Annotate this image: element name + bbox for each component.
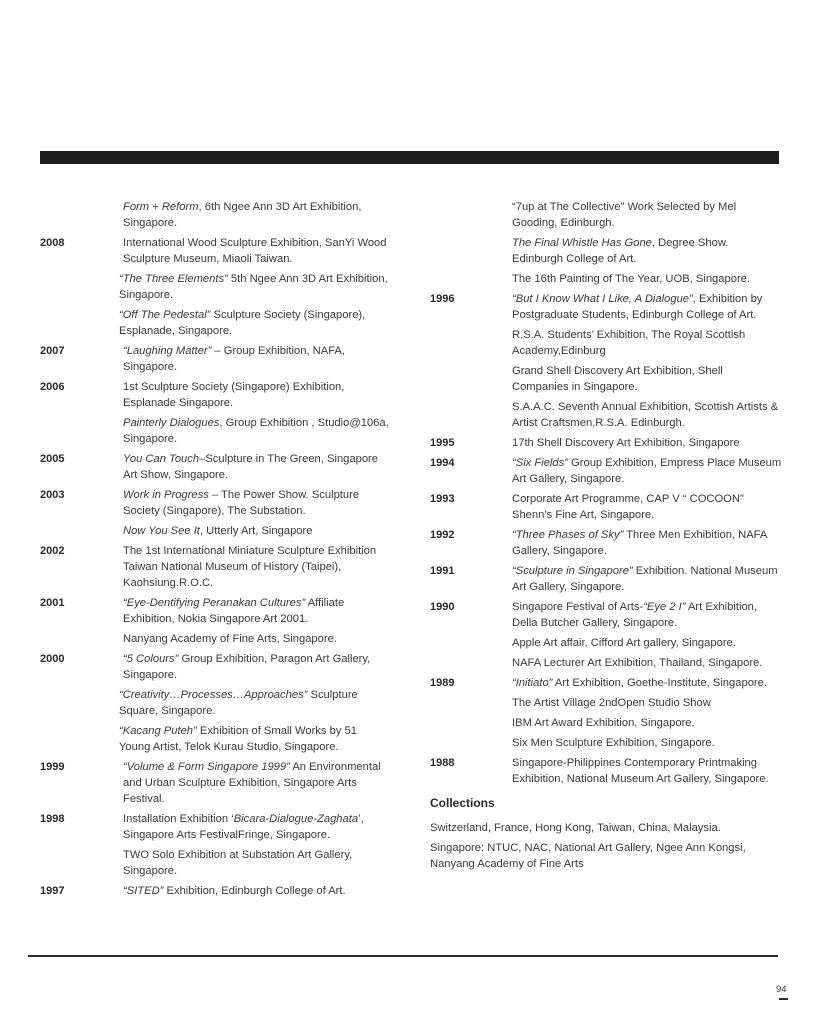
- exhibition-detail: Exhibition of Small Works by 51 Young Artist, Telok Kurau Studio, Singapore.: [119, 725, 357, 753]
- exhibition-title: Form + Reform: [123, 201, 199, 213]
- exhibition-detail: International Wood Sculpture Exhibition, SanYi Wood Sculpture Museum, Miaoli Taiwan.: [123, 237, 387, 265]
- exhibition-detail: 17th Shell Discovery Art Exhibition, Singapore: [512, 437, 740, 449]
- exhibition-entry: [40, 379, 390, 411]
- exhibition-entry: [430, 563, 782, 595]
- exhibition-description: [123, 811, 390, 843]
- exhibition-detail: 5th Ngee Ann 3D Art Exhibition, Singapore.: [119, 273, 388, 301]
- exhibition-title: “5 Colours”: [123, 653, 179, 665]
- exhibition-entry: [430, 491, 782, 523]
- exhibitions-left-column: [40, 199, 390, 903]
- exhibition-title: “Volume & Form Singapore 1999”: [123, 761, 290, 773]
- exhibition-title: Work in Progress: [123, 489, 209, 501]
- exhibition-detail: “7up at The Collective” Work Selected by Mel Gooding, Edinburgh.: [512, 201, 737, 229]
- exhibition-entry: [40, 651, 390, 683]
- exhibition-entry: [40, 523, 390, 539]
- exhibition-entry: [40, 847, 390, 879]
- exhibition-entry: [430, 675, 782, 691]
- exhibition-year: 1989: [430, 677, 455, 689]
- exhibition-detail: Group Exhibition, Paragon Art Gallery, Singapore.: [123, 653, 371, 681]
- exhibition-year: 2007: [40, 345, 65, 357]
- exhibition-year: 2001: [40, 597, 65, 609]
- exhibition-detail: , Exhibition by Postgraduate Students, Edinburgh College of Art.: [512, 293, 763, 321]
- header-rule: [40, 151, 779, 164]
- exhibition-title: “But I Know What I Like, A Dialogue”: [512, 293, 693, 305]
- exhibition-detail: Three Men Exhibition, NAFA Gallery, Singapore.: [512, 529, 767, 557]
- exhibition-description: [512, 491, 782, 523]
- exhibition-description: [512, 755, 782, 787]
- exhibition-description: [512, 675, 782, 691]
- exhibition-description: [123, 343, 390, 375]
- exhibition-year: 1998: [40, 813, 65, 825]
- exhibition-description: [119, 687, 390, 719]
- exhibition-year: 2002: [40, 545, 65, 557]
- exhibition-description: [123, 415, 390, 447]
- exhibition-description: [123, 487, 390, 519]
- page-number: 94: [776, 984, 787, 995]
- exhibition-detail: 1st Sculpture Society (Singapore) Exhibition, Esplanade Singapore.: [123, 381, 345, 409]
- exhibition-entry: [40, 235, 390, 267]
- exhibition-entry: [430, 399, 782, 431]
- exhibition-year: 2003: [40, 489, 65, 501]
- exhibition-description: [512, 399, 782, 431]
- exhibition-detail: Corporate Art Programme, CAP V “ COCOON” Shenn’s Fine Art, Singapore.: [512, 493, 744, 521]
- exhibition-description: [119, 271, 390, 303]
- exhibition-description: [512, 271, 782, 287]
- exhibition-entry: [40, 451, 390, 483]
- exhibition-entry: [40, 631, 390, 647]
- exhibition-title: “Sculpture in Singapore”: [512, 565, 633, 577]
- exhibition-detail: –Sculpture in The Green, Singapore Art Show, Singapore.: [123, 453, 379, 481]
- exhibition-title: “Eye 2 I”: [643, 601, 686, 613]
- exhibition-description: [123, 235, 390, 267]
- exhibition-description: [512, 695, 782, 711]
- exhibition-description: [512, 327, 782, 359]
- exhibition-entry: [430, 527, 782, 559]
- exhibition-title: “Six Fields”: [512, 457, 568, 469]
- exhibition-year: 1999: [40, 761, 65, 773]
- exhibition-entry: [430, 655, 782, 671]
- exhibition-description: [512, 455, 782, 487]
- exhibition-entry: [40, 883, 390, 899]
- exhibition-entry: [40, 415, 390, 447]
- exhibition-detail: Nanyang Academy of Fine Arts, Singapore.: [123, 633, 337, 645]
- exhibition-year: 1994: [430, 457, 455, 469]
- exhibition-entry: [430, 271, 782, 287]
- exhibition-title: Bicara-Dialogue-Zaghata: [233, 813, 359, 825]
- exhibition-description: [123, 759, 390, 807]
- exhibition-description: [123, 595, 390, 627]
- exhibition-detail: The Artist Village 2ndOpen Studio Show: [512, 697, 711, 709]
- footer-rule: [28, 955, 778, 957]
- exhibition-description: [123, 883, 390, 899]
- exhibition-detail: Art Exhibition, Goethe-Institute, Singapore.: [552, 677, 767, 689]
- exhibition-year: 2000: [40, 653, 65, 665]
- exhibition-entry: [430, 455, 782, 487]
- exhibition-entry: [430, 291, 782, 323]
- exhibition-detail: Group Exhibition, Empress Place Museum Art Gallery, Singapore.: [512, 457, 782, 485]
- exhibition-description: [123, 847, 390, 879]
- exhibition-entry: [40, 343, 390, 375]
- exhibition-description: [512, 715, 782, 731]
- exhibition-entry: [40, 687, 390, 719]
- exhibition-entry: [40, 543, 390, 591]
- exhibition-entry: [430, 735, 782, 751]
- exhibition-entry: [430, 755, 782, 787]
- exhibition-detail: Six Men Sculpture Exhibition, Singapore.: [512, 737, 715, 749]
- exhibition-detail: The 16th Painting of The Year, UOB, Singapore.: [512, 273, 750, 285]
- exhibition-year: 1991: [430, 565, 455, 577]
- exhibition-detail: , Degree Show. Edinburgh College of Art.: [512, 237, 729, 265]
- exhibition-description: [123, 199, 390, 231]
- exhibition-title: “Initiato”: [512, 677, 553, 689]
- exhibition-entry: [40, 811, 390, 843]
- exhibition-entry: [430, 695, 782, 711]
- exhibition-description: [123, 451, 390, 483]
- exhibition-entry: [430, 599, 782, 631]
- exhibition-year: 2005: [40, 453, 65, 465]
- exhibition-entry: [40, 271, 390, 303]
- exhibition-detail: Grand Shell Discovery Art Exhibition, Shell Companies in Singapore.: [512, 365, 723, 393]
- exhibition-detail: , 6th Ngee Ann 3D Art Exhibition, Singapore.: [123, 201, 362, 229]
- exhibition-detail: Installation Exhibition ‘: [123, 813, 234, 825]
- exhibition-year: 1995: [430, 437, 455, 449]
- exhibition-detail: IBM Art Award Exhibition, Singapore.: [512, 717, 695, 729]
- exhibition-detail: R.S.A. Students’ Exhibition, The Royal Scottish Academy,Edinburg: [512, 329, 746, 357]
- exhibition-year: 2006: [40, 381, 65, 393]
- exhibition-entry: [430, 199, 782, 231]
- exhibition-entry: [430, 327, 782, 359]
- exhibition-detail: S.A.A.C. Seventh Annual Exhibition, Scottish Artists & Artist Craftsmen,R.S.A. Edinburgh.: [512, 401, 779, 429]
- exhibition-entry: [40, 307, 390, 339]
- exhibition-description: [512, 291, 782, 323]
- exhibition-description: [512, 235, 782, 267]
- exhibition-entry: [40, 723, 390, 755]
- exhibition-entry: [40, 199, 390, 231]
- exhibition-detail: Singapore-Philippines Contemporary Printmaking Exhibition, National Museum Art Gallery, Singapore.: [512, 757, 769, 785]
- exhibition-year: 1990: [430, 601, 455, 613]
- exhibition-entry: [40, 595, 390, 627]
- exhibition-title: “Eye-Dentifying Peranakan Cultures”: [123, 597, 306, 609]
- exhibition-detail: An Environmental and Urban Sculpture Exhibition, Singapore Arts Festival.: [123, 761, 381, 805]
- exhibition-description: [119, 307, 390, 339]
- exhibition-entry: [40, 487, 390, 519]
- exhibition-description: [123, 631, 390, 647]
- exhibition-description: [512, 527, 782, 559]
- exhibition-list-continued: [430, 199, 782, 787]
- collection-item: Singapore: NTUC, NAC, National Art Gallery, Ngee Ann Kongsi, Nanyang Academy of Fine Arts: [430, 842, 746, 870]
- exhibition-detail: , Group Exhibition , Studio@106a, Singapore.: [123, 417, 389, 445]
- exhibition-detail: , Utterly Art, Singapore: [199, 525, 313, 537]
- exhibition-title: “SITED”: [123, 885, 164, 897]
- exhibition-detail: The 1st International Miniature Sculpture Exhibition Taiwan National Museum of History (Taipei), Kaohsiung.R.O.C.: [123, 545, 377, 589]
- collections-heading: Collections: [430, 796, 495, 810]
- exhibition-title: The Final Whistle Has Gone: [512, 237, 652, 249]
- exhibition-entry: [430, 363, 782, 395]
- exhibition-detail: Sculpture Square, Singapore.: [119, 689, 358, 717]
- exhibition-description: [512, 599, 782, 631]
- exhibition-title: “The Three Elements”: [119, 273, 228, 285]
- exhibition-detail: Exhibition. National Museum Art Gallery, Singapore.: [512, 565, 778, 593]
- exhibition-detail: TWO Solo Exhibition at Substation Art Gallery, Singapore.: [123, 849, 353, 877]
- exhibition-description: [119, 723, 390, 755]
- exhibition-detail: ’, Singapore Arts FestivalFringe, Singapore.: [123, 813, 364, 841]
- exhibition-detail: – The Power Show. Sculpture Society (Singapore), The Substation.: [123, 489, 360, 517]
- exhibition-year: 1993: [430, 493, 455, 505]
- exhibition-description: [512, 199, 782, 231]
- exhibition-year: 2008: [40, 237, 65, 249]
- exhibition-detail: Affiliate Exhibition, Nokia Singapore Art 2001.: [123, 597, 345, 625]
- exhibition-entry: [430, 435, 782, 451]
- exhibition-entry: [430, 715, 782, 731]
- page-number-dash: [779, 998, 788, 1000]
- exhibition-description: [123, 379, 390, 411]
- exhibition-detail: Exhibition, Edinburgh College of Art.: [163, 885, 346, 897]
- exhibition-description: [512, 655, 782, 671]
- exhibition-detail: Singapore Festival of Arts-: [512, 601, 644, 613]
- exhibition-title: “Laughing Matter”: [123, 345, 212, 357]
- exhibition-title: Painterly Dialogues: [123, 417, 220, 429]
- exhibition-description: [123, 543, 390, 591]
- exhibition-description: [512, 635, 782, 651]
- exhibition-description: [512, 363, 782, 395]
- exhibition-year: 1996: [430, 293, 455, 305]
- exhibition-title: Now You See It: [123, 525, 200, 537]
- exhibition-description: [123, 651, 390, 683]
- exhibition-title: “Off The Pedestal”: [119, 309, 211, 321]
- exhibition-title: You Can Touch: [123, 453, 200, 465]
- exhibition-detail: NAFA Lecturer Art Exhibition, Thailand, Singapore.: [512, 657, 763, 669]
- exhibition-title: “Creativity…Processes…Approaches”: [119, 689, 308, 701]
- exhibition-year: 1997: [40, 885, 65, 897]
- collection-item: Switzerland, France, Hong Kong, Taiwan, China, Malaysia.: [430, 822, 721, 834]
- exhibition-year: 1988: [430, 757, 455, 769]
- exhibition-entry: [430, 635, 782, 651]
- exhibition-detail: – Group Exhibition, NAFA, Singapore.: [123, 345, 346, 373]
- exhibition-title: “Kacang Puteh”: [119, 725, 197, 737]
- exhibition-description: [512, 563, 782, 595]
- exhibition-description: [512, 435, 782, 451]
- exhibition-detail: Apple Art affair, Cifford Art gallery, Singapore.: [512, 637, 736, 649]
- exhibition-description: [512, 735, 782, 751]
- exhibition-detail: Art Exhibition, Della Butcher Gallery, Singapore.: [512, 601, 757, 629]
- exhibition-description: [123, 523, 390, 539]
- exhibition-title: “Three Phases of Sky”: [512, 529, 624, 541]
- exhibitions-right-column: [430, 199, 782, 876]
- exhibition-year: 1992: [430, 529, 455, 541]
- collections-list: [430, 820, 782, 872]
- exhibition-entry: [40, 759, 390, 807]
- exhibition-detail: Sculpture Society (Singapore), Esplanade, Singapore.: [119, 309, 366, 337]
- exhibition-entry: [430, 235, 782, 267]
